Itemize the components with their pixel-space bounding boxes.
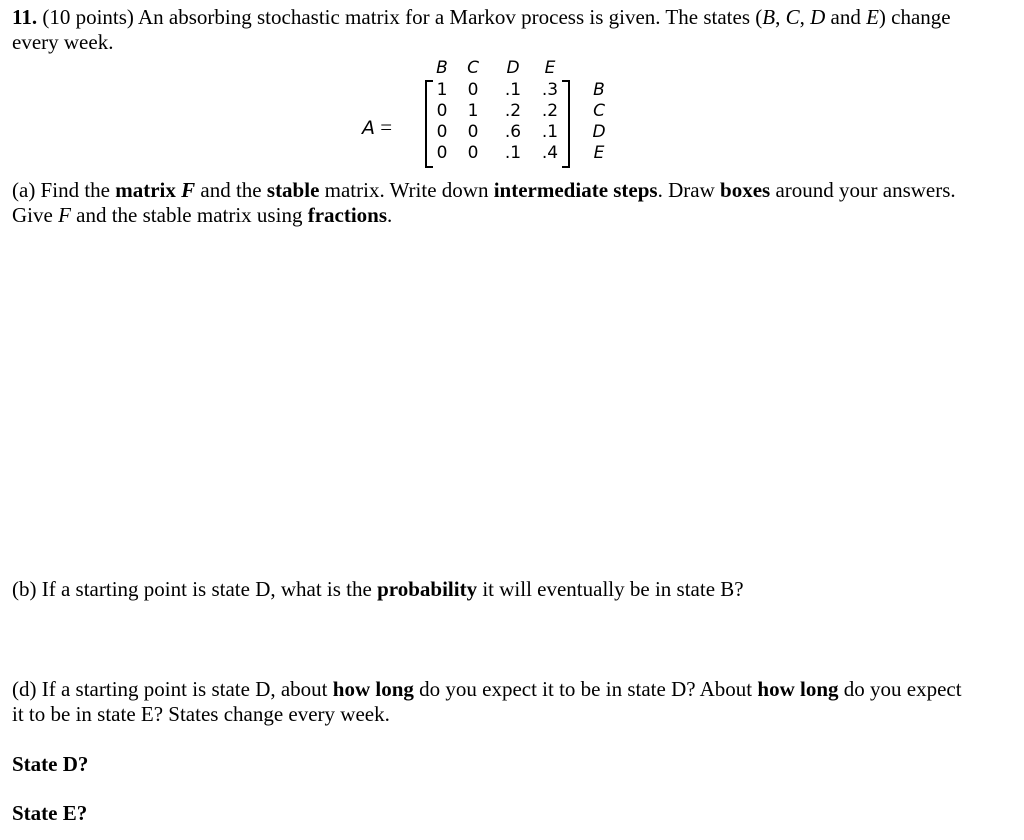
row-label-c: C xyxy=(593,101,605,121)
row-label-e: E xyxy=(593,143,605,163)
transition-matrix xyxy=(0,0,1024,180)
matrix-cell: 1 xyxy=(467,101,479,121)
part-d-question: (d) If a starting point is state D, about how long do you expect it to be in state D? About how long do you expect it to be in state E? States change every week. xyxy=(12,677,962,726)
matrix-cell: .6 xyxy=(504,122,522,142)
part-b-question: (b) If a starting point is state D, what is the probability it will eventually be in state B? xyxy=(12,577,744,601)
matrix-label: A = xyxy=(362,115,393,139)
matrix-cell: .1 xyxy=(504,143,522,163)
matrix-cell: 0 xyxy=(467,143,479,163)
part-a-question: (a) Find the matrix F and the stable matrix. Write down intermediate steps. Draw boxes around your answers. Give F and the stable matrix using fractions. xyxy=(12,178,956,227)
state-d-label: State D? xyxy=(12,752,89,776)
matrix-cell: 0 xyxy=(436,122,448,142)
state-e-label: State E? xyxy=(12,801,88,825)
col-header-c: C xyxy=(467,58,479,78)
matrix-cell: .1 xyxy=(541,122,559,142)
matrix-cell: .3 xyxy=(541,80,559,100)
matrix-cell: 0 xyxy=(467,80,479,100)
matrix-cell: .4 xyxy=(541,143,559,163)
matrix-cell: 1 xyxy=(436,80,448,100)
col-header-b: B xyxy=(436,58,448,78)
col-header-e: E xyxy=(544,58,556,78)
matrix-cell: .2 xyxy=(541,101,559,121)
row-label-b: B xyxy=(593,80,605,100)
problem-intro: 11. (10 points) An absorbing stochastic matrix for a Markov process is given. The states (B, C, D and E) change every week. xyxy=(12,5,951,54)
row-label-d: D xyxy=(592,122,606,142)
matrix-cell: 0 xyxy=(436,143,448,163)
matrix-cell: .1 xyxy=(504,80,522,100)
matrix-cell: 0 xyxy=(436,101,448,121)
problem-number: 11. xyxy=(12,5,38,29)
col-header-d: D xyxy=(506,58,520,78)
matrix-cell: .2 xyxy=(504,101,522,121)
matrix-cell: 0 xyxy=(467,122,479,142)
